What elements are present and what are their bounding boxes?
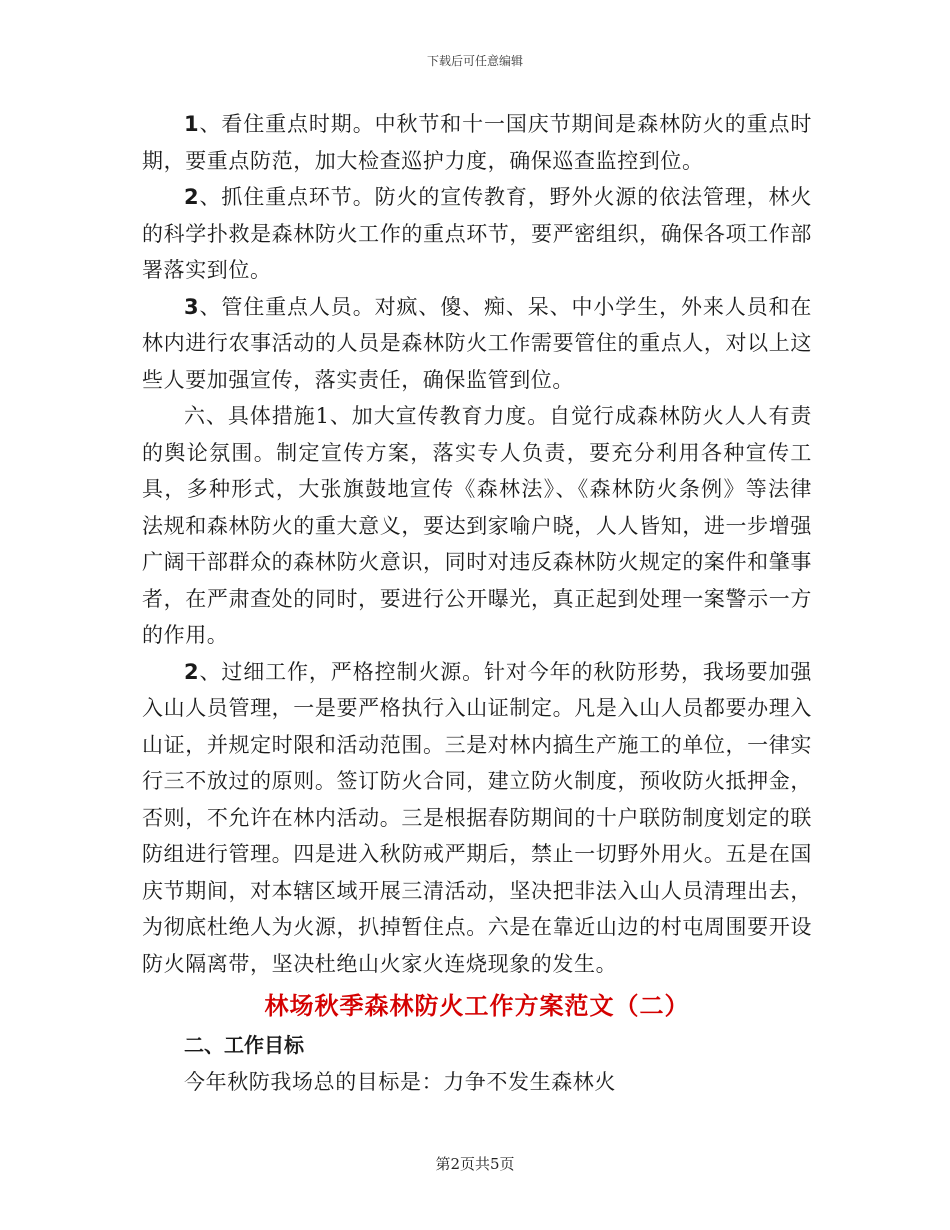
paragraph-number: 3 [184,294,200,319]
page-footer: 第2页共5页 [435,1155,515,1173]
paragraph-3 [142,289,812,399]
paragraph-number: 2 [184,659,200,684]
paragraph-2 [142,179,812,289]
sub-heading: 二、工作目标 [184,1033,304,1057]
paragraph-1 [142,106,812,179]
paragraph-text: 、管住重点人员。对疯、傻、痴、呆、中小学生，外来人员和在林内进行农事活动的人员是森林防火工作需要管住的重点人，对以上这些人要加强宣传，落实责任，确保监管到位。 [142,294,812,392]
document-body [142,106,812,1101]
paragraph-text: 、过细工作，严格控制火源。针对今年的秋防形势，我场要加强入山人员管理，一是要严格执行入山证制定。凡是入山人员都要办理入山证，并规定时限和活动范围。三是对林内搞生产施工的单位，一律实行三不放过的原则。签订防火合同，建立防火制度，预收防火抵押金，否则，不允许在林内活动。三是根据春防期间的十户联防制度划定的联防组进行管理。四是进入秋防戒严期后，禁止一切野外用火。五是在国庆节期间，对本辖区域开展三清活动，坚决把非法入山人员清理出去，为彻底杜绝人为火源，扒掉暂住点。六是在靠近山边的村屯周围要开设防火隔离带，坚决杜绝山火家火连烧现象的发生。 [142,659,812,976]
paragraph-5 [142,654,812,983]
paragraph-text: 、抓住重点环节。防火的宣传教育，野外火源的依法管理，林火的科学扑救是森林防火工作的重点环节，要严密组织，确保各项工作部署落实到位。 [142,185,812,282]
paragraph-text: 六、具体措施1、加大宣传教育力度。自觉行成森林防火人人有责的舆论氛围。制定宣传方案，落实专人负责，要充分利用各种宣传工具，多种形式，大张旗鼓地宣传《森林法》、《森林防火条例》等法律法规和森林防火的重大意义，要达到家喻户晓，人人皆知，进一步增强广阔干部群众的森林防火意识，同时对违反森林防火规定的案件和肇事者，在严肃查处的同时，要进行公开曝光，真正起到处理一案警示一方的作用。 [142,404,812,647]
paragraph-number: 1 [184,112,200,136]
section-title: 林场秋季森林防火工作方案范文（二） [264,991,690,1020]
paragraph-number: 2 [184,185,200,209]
last-paragraph: 今年秋防我场总的目标是：力争不发生森林火 [184,1070,616,1094]
paragraph-text: 、看住重点时期。中秋节和十一国庆节期间是森林防火的重点时期，要重点防范，加大检查巡护力度，确保巡查监控到位。 [142,112,812,173]
paragraph-4 [142,398,812,654]
page-header: 下载后可任意编辑 [426,54,523,68]
